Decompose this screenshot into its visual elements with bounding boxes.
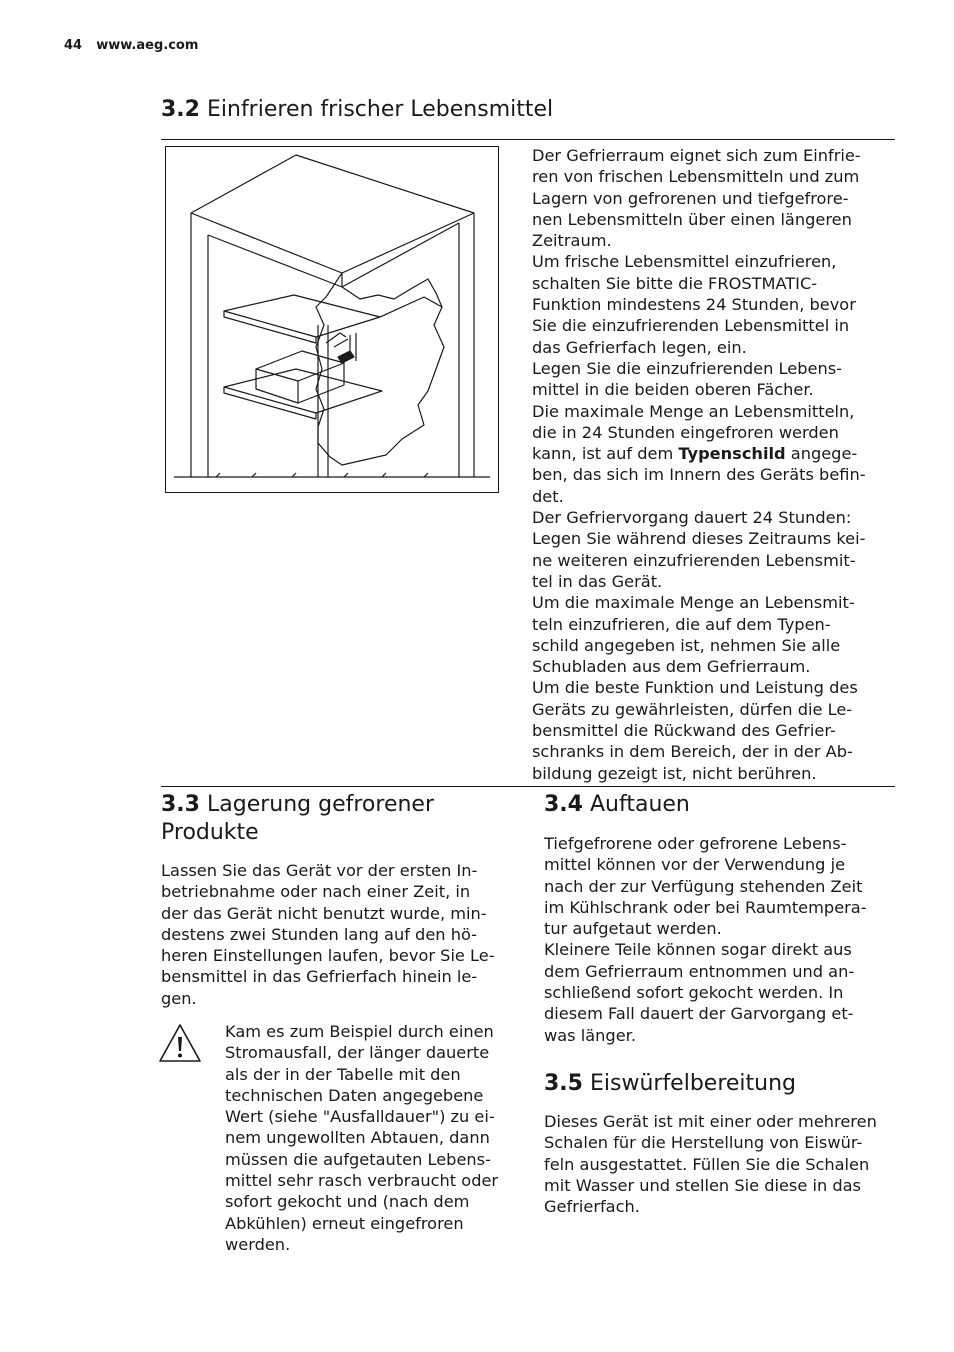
text-line: Dieses Gerät ist mit einer oder mehreren [544,1112,877,1131]
text-line: Legen Sie die einzufrierenden Lebens- [532,358,842,378]
text-line: kann, ist auf dem [532,444,679,464]
text-line: Wert (siehe "Ausfalldauer") zu ei- [225,1107,495,1127]
text-line: ren von frischen Lebensmitteln und zum [532,167,860,187]
text-line: der das Gerät nicht benutzt wurde, min- [161,903,487,923]
warning-triangle-icon [157,1022,203,1064]
text-line: Der Gefriervorgang dauert 24 Stunden: [532,508,852,528]
text-line: nen Lebensmitteln über einen längeren [532,209,852,229]
section-3-3-body [161,860,521,1009]
section-3-4-body [544,833,895,1046]
section-number: 3.4 [544,792,583,817]
text-line: ben, das sich im Innern des Geräts befin- [532,465,866,485]
text-line: Stromausfall, der länger dauerte [225,1043,490,1063]
text-line: bensmittel die Rückwand des Gefrier- [532,721,836,741]
text-line: müssen die aufgetauten Lebens- [225,1149,491,1169]
text-line: Um frische Lebensmittel einzufrieren, [532,252,837,272]
text-line: mittel sehr rasch verbraucht oder [225,1171,499,1191]
bold-term-typenschild: Typenschild [678,444,786,464]
text-line: ne weiteren einzufrierenden Lebensmit- [532,550,856,570]
text-line: dem Gefrierraum entnommen und an- [544,961,855,981]
text-line: teln einzufrieren, die auf dem Typen- [532,614,831,634]
text-line: Zeitraum. [532,231,612,251]
text-line: mittel können vor der Verwendung je [544,855,846,875]
text-line: Um die maximale Menge an Lebensmit- [532,593,855,613]
section-title-cont: Produkte [161,820,259,845]
text-line: Um die beste Funktion und Leistung des [532,678,858,698]
text-line: nach der zur Verfügung stehenden Zeit [544,876,863,896]
text-line: feln ausgestattet. Füllen Sie die Schalen [544,1154,870,1174]
divider [161,786,895,787]
text-line: die in 24 Stunden eingefroren werden [532,422,839,442]
section-title: Lagerung gefrorener [206,792,434,817]
freezer-illustration [165,146,499,493]
text-line: diesem Fall dauert der Garvorgang et- [544,1004,854,1024]
text-line: Lagern von gefrorenen und tiefgefrore- [532,188,849,208]
text-line: Der Gefrierraum eignet sich zum Einfrie- [532,146,861,165]
section-3-3-heading [161,791,434,847]
page-number: 44 [64,38,83,53]
section-3-2-heading [161,96,553,124]
section-title: Auftauen [589,792,690,817]
text-line: Schalen für die Herstellung von Eiswür- [544,1133,863,1153]
text-line: tel in das Gerät. [532,571,663,591]
text-line: technischen Daten angegebene [225,1085,484,1105]
text-line: Funktion mindestens 24 Stunden, bevor [532,295,856,315]
text-line: im Kühlschrank oder bei Raumtempera- [544,897,867,917]
text-line: schließend sofort gekocht werden. In [544,983,844,1003]
text-line: was länger. [544,1025,636,1045]
section-3-5-body [544,1111,895,1217]
section-number: 3.3 [161,792,200,817]
text-line: sofort gekocht und (nach dem [225,1192,470,1212]
divider [161,139,895,140]
text-line: Legen Sie während dieses Zeitraums kei- [532,529,866,549]
text-line: det. [532,486,564,506]
text-line: Tiefgefrorene oder gefrorene Lebens- [544,834,847,853]
section-3-5-heading [544,1070,796,1098]
text-line: Die maximale Menge an Lebensmitteln, [532,401,855,421]
section-3-2-body [532,145,895,784]
text-line: Geräts zu gewährleisten, dürfen die Le- [532,699,853,719]
text-line: nem ungewollten Abtauen, dann [225,1128,490,1148]
text-line: heren Einstellungen laufen, bevor Sie Le- [161,946,495,966]
section-number: 3.2 [161,97,200,122]
section-3-4-heading [544,791,690,819]
text-line: tur aufgetaut werden. [544,919,722,939]
text-line: destens zwei Stunden lang auf den hö- [161,924,477,944]
text-line: betriebnahme oder nach einer Zeit, in [161,882,471,902]
text-line: mittel in die beiden oberen Fächer. [532,380,814,400]
page-header [64,38,198,53]
text-line: schranks in dem Bereich, der in der Ab- [532,742,853,762]
text-line: mit Wasser und stellen Sie diese in das [544,1175,861,1195]
text-line: bensmittel in das Gefrierfach hinein le- [161,967,478,987]
text-line: Gefrierfach. [544,1197,640,1217]
text-line: schalten Sie bitte die FROSTMATIC- [532,273,818,293]
text-line: schild angegeben ist, nehmen Sie alle [532,635,841,655]
text-line: Schubladen aus dem Gefrierraum. [532,657,811,677]
header-url: www.aeg.com [96,38,199,53]
text-line: Lassen Sie das Gerät vor der ersten In- [161,861,478,880]
text-line: Sie die einzufrierenden Lebensmittel in [532,316,850,336]
section-number: 3.5 [544,1071,583,1096]
text-line: Kleinere Teile können sogar direkt aus [544,940,852,960]
text-line: Kam es zum Beispiel durch einen [225,1022,494,1041]
text-line: Abkühlen) erneut eingefroren [225,1213,464,1233]
section-title: Einfrieren frischer Lebensmittel [206,97,554,122]
text-line: angege- [785,444,858,464]
section-title: Eiswürfelbereitung [589,1071,797,1096]
text-line: werden. [225,1234,291,1254]
warning-text [225,1021,521,1255]
text-line: das Gefrierfach legen, ein. [532,337,747,357]
text-line: gen. [161,988,197,1008]
text-line: bildung gezeigt ist, nicht berühren. [532,763,817,783]
text-line: als der in der Tabelle mit den [225,1064,461,1084]
